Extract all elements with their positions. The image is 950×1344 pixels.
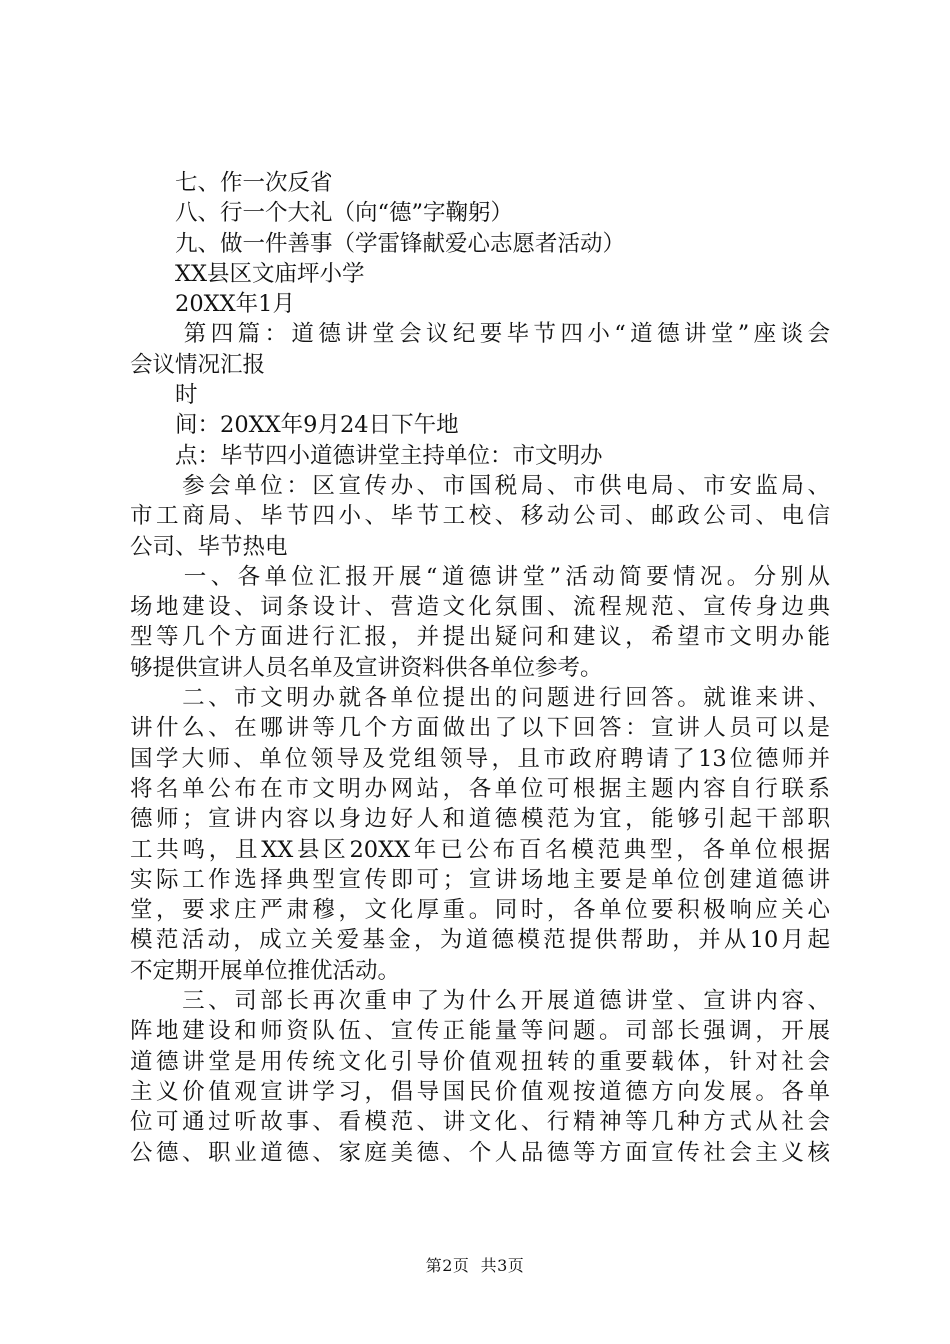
text-line: 国学大师、单位领导及党组领导，且市政府聘请了13位德师并 [130,745,830,772]
text-line: 点：毕节四小道德讲堂主持单位：市文明办 [130,442,603,469]
text-line: 20XX年1月 [130,291,295,318]
text-line: 参会单位：区宣传办、市国税局、市供电局、市安监局、 [130,472,830,499]
text-line: 市工商局、毕节四小、毕节工校、移动公司、邮政公司、电信 [130,503,830,530]
text-line: 九、做一件善事（学雷锋献爱心志愿者活动） [130,230,626,257]
text-line: 道德讲堂是用传统文化引导价值观扭转的重要载体，针对社会 [130,1048,830,1075]
text-line: XX县区文庙坪小学 [130,260,365,287]
text-line: 型等几个方面进行汇报，并提出疑问和建议，希望市文明办能 [130,624,830,651]
text-line: 场地建设、词条设计、营造文化氛围、流程规范、宣传身边典 [130,594,830,621]
text-line: 不定期开展单位推优活动。 [130,957,401,984]
text-line: 德师；宣讲内容以身边好人和道德模范为宜，能够引起干部职 [130,806,830,833]
text-line: 位可通过听故事、看模范、讲文化、行精神等几种方式从社会 [130,1109,830,1136]
text-line: 公德、职业道德、家庭美德、个人品德等方面宣传社会主义核 [130,1139,830,1166]
text-line: 间：20XX年9月24日下午地 [130,412,459,439]
text-line: 堂，要求庄严肃穆，文化厚重。同时，各单位要积极响应关心 [130,897,830,924]
text-line: 一、各单位汇报开展“道德讲堂”活动简要情况。分别从 [130,563,830,590]
text-line: 讲什么、在哪讲等几个方面做出了以下回答：宣讲人员可以是 [130,715,830,742]
text-line: 时 [130,382,198,409]
text-line: 阵地建设和师资队伍、宣传正能量等问题。司部长强调，开展 [130,1018,830,1045]
section-heading-line: 会议情况汇报 [130,351,266,378]
text-line: 二、市文明办就各单位提出的问题进行回答。就谁来讲、 [130,685,830,712]
document-body [130,168,830,1168]
text-line: 七、作一次反省 [130,170,333,196]
text-line: 将名单公布在市文明办网站，各单位可根据主题内容自行联系 [130,775,830,802]
text-line: 实际工作选择典型宣传即可；宣讲场地主要是单位创建道德讲 [130,866,830,893]
text-line: 公司、毕节热电 [130,533,288,560]
text-line: 八、行一个大礼（向“德”字鞠躬） [130,200,514,227]
text-line: 主义价值观宣讲学习，倡导国民价值观按道德方向发展。各单 [130,1078,830,1105]
text-line: 工共鸣，且XX县区20XX年已公布百名模范典型，各单位根据 [130,836,830,863]
text-line: 模范活动，成立关爱基金，为道德模范提供帮助，并从10月起 [130,927,830,954]
section-heading-line: 第四篇：道德讲堂会议纪要毕节四小“道德讲堂”座谈会 [130,321,830,348]
page-number-footer: 第2页 共3页 [425,1256,525,1275]
text-line: 三、司部长再次重申了为什么开展道德讲堂、宣讲内容、 [130,988,830,1015]
text-line: 够提供宣讲人员名单及宣讲资料供各单位参考。 [130,654,603,681]
